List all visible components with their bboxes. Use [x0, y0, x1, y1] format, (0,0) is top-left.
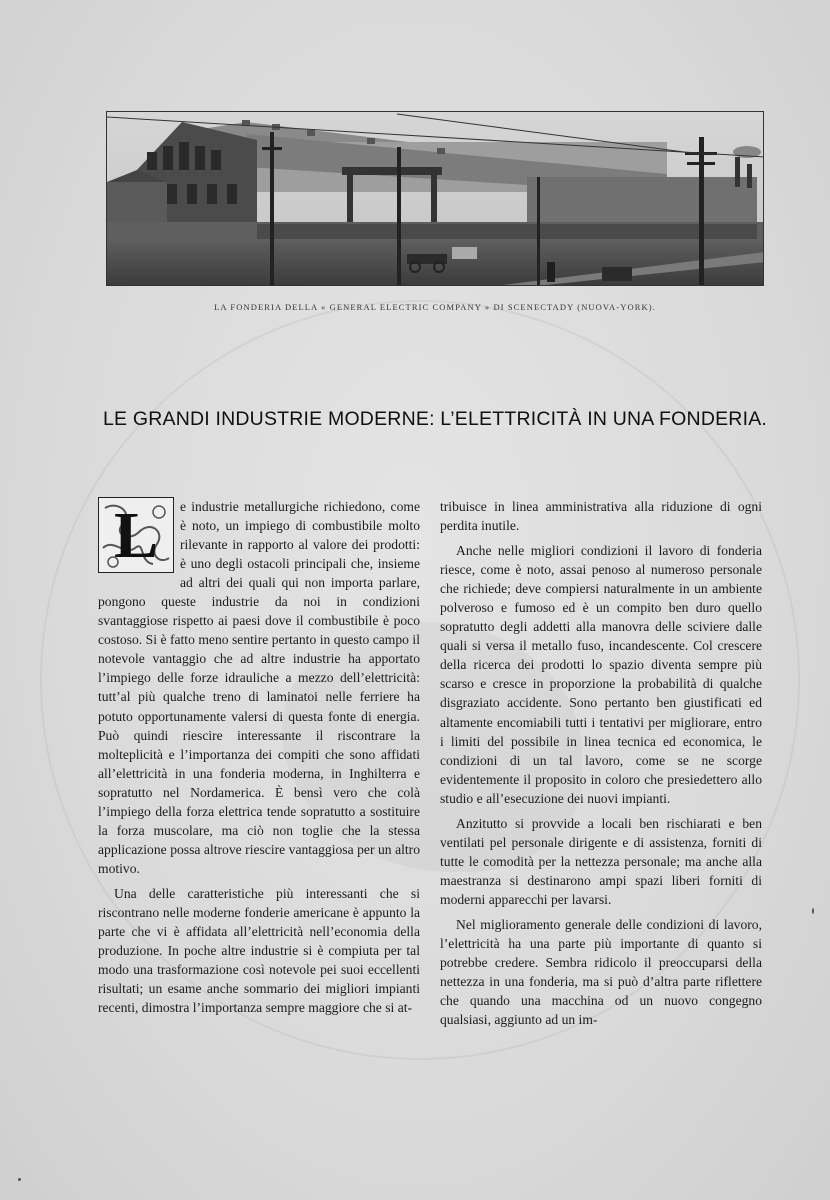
- paragraph-4: Anche nelle migliori condizioni il lavoro di fonderia riesce, come è noto, assai penoso al numeroso personale che richiede; deve compiersi naturalmente in un ambiente polveroso e fumoso ed è un compito ben duro quello sopratutto degli addetti alla manovra delle sciviere dalle quali si versa il metallo fuso, incandescente. Col crescere della ricerca dei prodotti lo spazio diventa sempre più scarso e cresce in proporzione la probabilità di qualche disgraziato accidente. Sono pertanto ben giustificati ed altamente encomiabili tutti i tentativi per migliorare, entro i limiti del possibile in linea tecnica ed economica, le condizioni di un tal lavoro, come se ne scorge evidentemente il proposito in coloro che presiedettero allo studio e all’esecuzione dei nuovi impianti.: [440, 543, 762, 806]
- article-column-right: [440, 497, 762, 1029]
- paragraph-3: tribuisce in linea amministrativa alla riduzione di ogni perdita inutile.: [440, 499, 762, 534]
- paragraph-1-text: e industrie metallurgiche richiedono, come è noto, un impiego di combustibile molto rilevante in rapporto al valore dei prodotti: è uno degli ostacoli principali che, insieme ad altri dei quali qui non importa parlare, pongono queste industrie da noi in condizioni svantaggiose rispetto ai paesi dove il combustibile è poco costoso. Si è fatto meno sentire pertanto in questo campo il notevole vantaggio che ad altre industrie ha apportato l’impiego delle forze idrauliche a mezzo dell’elettricità: tutt’al più qualche treno di laminatoi nelle ferriere ha potuto opportunamente valersi di questa fonte di energia. Può quindi riescire interessante il riscontrare la molteplicità e l’importanza dei compiti che sono affidati all’elettricità in una fonderia moderna, in Inghilterra e sopratutto nel Nordamerica. È bensì vero che colà l’impiego della forza elettrica tende sopratutto a sostituire la forza muscolare, ma ciò non toglie che la stessa applicazione possa altrove riescire vantaggiosa per un altro motivo.: [98, 499, 420, 876]
- factory-photograph: [106, 111, 764, 286]
- paragraph-6: Nel miglioramento generale delle condizioni di lavoro, l’elettricità ha una parte più importante di quanto si potrebbe credere. Sembra ridicolo il preoccuparsi della nettezza in una fonderia, ma si può d’altra parte riflettere che quando una macchina od un nuovo congegno qualsiasi, aggiunto ad un im-: [440, 916, 762, 1028]
- paper-speck: [18, 1178, 21, 1181]
- figure-caption: LA FONDERIA DELLA « GENERAL ELECTRIC COMPANY » DI SCENECTADY (NUOVA-YORK).: [214, 302, 656, 312]
- article-title: LE GRANDI INDUSTRIE MODERNE: L’ELETTRICITÀ IN UNA FONDERIA.: [102, 408, 768, 430]
- ornamental-initial: [98, 497, 174, 573]
- paper-speck: [812, 908, 814, 914]
- paragraph-5: Anzitutto si provvide a locali ben rischiarati e ben ventilati pel personale dirigente e di assistenza, forniti di tutte le comodità per la nettezza personale; ma anche alla maestranza si destinarono ampi spazi liberi forniti di moderni apparecchi per lavarsi.: [440, 815, 762, 907]
- factory-photo-drawing: [107, 112, 764, 286]
- paragraph-1: [98, 497, 420, 878]
- paragraph-2: Una delle caratteristiche più interessanti che si riscontrano nelle moderne fonderie americane è appunto la parte che vi è affidata all’elettricità nell’economia della produzione. In poche altre industrie si è compiuta per tal modo una trasformazione così notevole pei suoi eccellenti risultati; un esame anche sommario dei migliori impianti recenti, dimostra l’importanza sempre maggiore che si at-: [98, 885, 420, 1016]
- article-column-left: [98, 497, 420, 1017]
- initial-letter: L: [113, 499, 159, 572]
